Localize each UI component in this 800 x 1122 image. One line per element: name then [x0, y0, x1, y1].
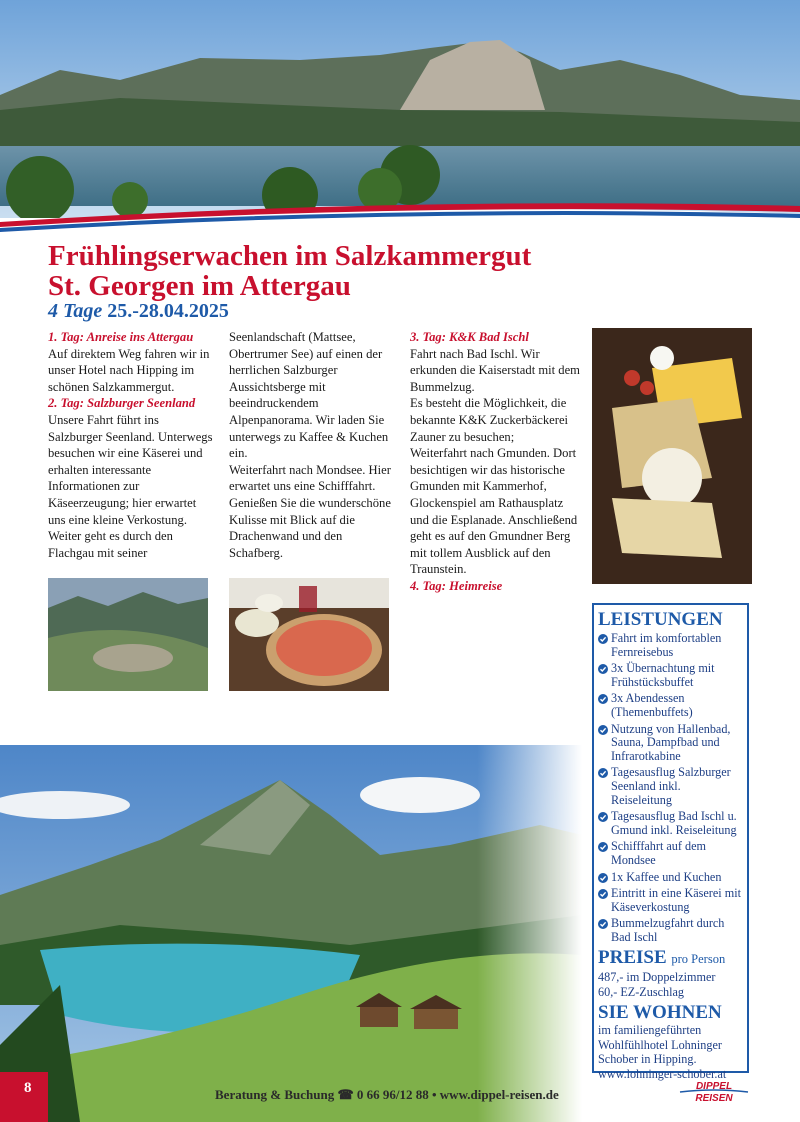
service-item-label: Nutzung von Hallenbad, Sauna, Dampfbad und Infrarotkabine [611, 721, 731, 763]
dippel-reisen-logo [676, 1078, 752, 1104]
check-circle-icon [598, 725, 608, 735]
service-item [598, 840, 742, 867]
check-circle-icon [598, 634, 608, 644]
service-item [598, 662, 742, 689]
check-circle-icon [598, 842, 608, 852]
valley-aerial-photo [48, 578, 208, 691]
check-circle-icon [598, 768, 608, 778]
itinerary-column-3 [410, 329, 585, 595]
services-list [598, 632, 742, 944]
service-item-label: Bummelzugfahrt durch Bad Ischl [611, 916, 725, 944]
logo-text-dippel: DIPPEL [695, 1081, 733, 1092]
service-item-label: Fahrt im komfortablen Fernreisebus [611, 631, 722, 659]
trip-duration: 4 Tage [48, 300, 103, 322]
service-item-label: 1x Kaffee und Kuchen [611, 869, 722, 884]
day3-text-b: Es besteht die Möglichkeit, die bekannte K&K Zuckerbäckerei Zauner zu besuchen; [410, 396, 569, 444]
day2-text-b: Seenlandschaft (Mattsee, Obertrumer See) auf einen der herrlichen Salzburger Aussichtsberge mit beeindruckendem Alpenpanorama. Wir laden Sie unterwegs zu Kaffee & Kuchen ein. [229, 330, 389, 461]
alpine-lake-photo [0, 745, 582, 1122]
title-line-1: Frühlingserwachen im Salzkammergut [48, 240, 532, 272]
stay-heading: SIE WOHNEN [598, 1002, 722, 1024]
trip-date-range: 25.-28.04.2025 [107, 300, 229, 322]
day3-text-a: Fahrt nach Bad Ischl. Wir erkunden die Kaiserstadt mit dem Bummelzug. [410, 346, 580, 394]
service-item-label: 3x Übernachtung mit Frühstücksbuffet [611, 661, 715, 689]
check-circle-icon [598, 812, 608, 822]
day2-text-a: Unsere Fahrt führt ins Salzburger Seenland. Unterwegs besuchen wir eine Käserei und erhalten interessante Informationen zur Käseerzeugung; hier erwartet uns eine kleine Verkostung. Weiter geht es durch den Flachgau mit seiner [48, 412, 213, 560]
services-heading: LEISTUNGEN [598, 609, 723, 630]
day3-heading: 3. Tag: K&K Bad Ischl [410, 330, 529, 344]
itinerary-column-1 [48, 329, 213, 561]
service-item [598, 917, 742, 944]
prices-heading [598, 947, 742, 970]
cheese-board-photo [592, 328, 752, 584]
service-item [598, 810, 742, 837]
title-line-2: St. Georgen im Attergau [48, 270, 351, 302]
check-circle-icon [598, 694, 608, 704]
price-double: 487,- im Doppelzimmer [598, 970, 716, 985]
service-item-label: Tagesausflug Salzburger Seenland inkl. Reiseleitung [611, 765, 731, 807]
check-circle-icon [598, 664, 608, 674]
day3-text-c: Weiterfahrt nach Gmunden. Dort besichtigen wir das historische Gmunden mit Kammerhof, Glockenspiel am Rathausplatz und die Esplanade. Anschließend geht es auf den Gmundner Berg mit tollem Ausblick auf den Traunstein. [410, 446, 578, 577]
service-item [598, 887, 742, 914]
trip-dates [48, 300, 229, 323]
prices-unit: pro Person [671, 952, 726, 967]
service-item-label: Tagesausflug Bad Ischl u. Gmund inkl. Reiseleitung [611, 809, 737, 837]
footer-contact: Beratung & Buchung ☎ 0 66 96/12 88 • www.dippel-reisen.de [215, 1087, 559, 1102]
day2-heading: 2. Tag: Salzburger Seenland [48, 396, 196, 411]
stay-text: im familiengeführten Wohlfühlhotel Lohninger Schober in Hipping. [598, 1023, 722, 1067]
check-circle-icon [598, 889, 608, 899]
service-item-label: 3x Abendessen (Themenbuffets) [611, 691, 693, 719]
day4-heading: 4. Tag: Heimreise [410, 578, 503, 593]
prices-heading-label: PREISE [598, 947, 667, 969]
day1-heading: 1. Tag: Anreise ins Attergau [48, 330, 194, 344]
day2-text-c: Weiterfahrt nach Mondsee. Hier erwartet uns eine Schifffahrt. Genießen Sie die wunderschöne Kulisse mit Blick auf die Drachenwand und den Schafberg. [229, 462, 391, 560]
header-stripes [0, 196, 800, 236]
check-circle-icon [598, 873, 608, 883]
service-item [598, 871, 742, 885]
check-circle-icon [598, 919, 608, 929]
day1-text: Auf direktem Weg fahren wir in unser Hotel nach Hipping im schönen Salzkammergut. [48, 346, 210, 394]
service-item-label: Eintritt in eine Käserei mit Käseverkostung [611, 886, 741, 914]
service-item-label: Schifffahrt auf dem Mondsee [611, 839, 706, 867]
page-number: 8 [0, 1072, 48, 1122]
service-item [598, 692, 742, 719]
price-single: 60,- EZ-Zuschlag [598, 984, 684, 999]
itinerary-column-2 [229, 329, 394, 561]
ham-plate-photo [229, 578, 389, 691]
logo-text-reisen: REISEN [695, 1093, 733, 1104]
header-lake-photo [0, 0, 800, 218]
service-item [598, 766, 742, 807]
service-item [598, 632, 742, 659]
service-item [598, 723, 742, 764]
stay-url[interactable]: www.lohninger-schober.at [598, 1066, 727, 1081]
info-box [592, 603, 749, 1081]
